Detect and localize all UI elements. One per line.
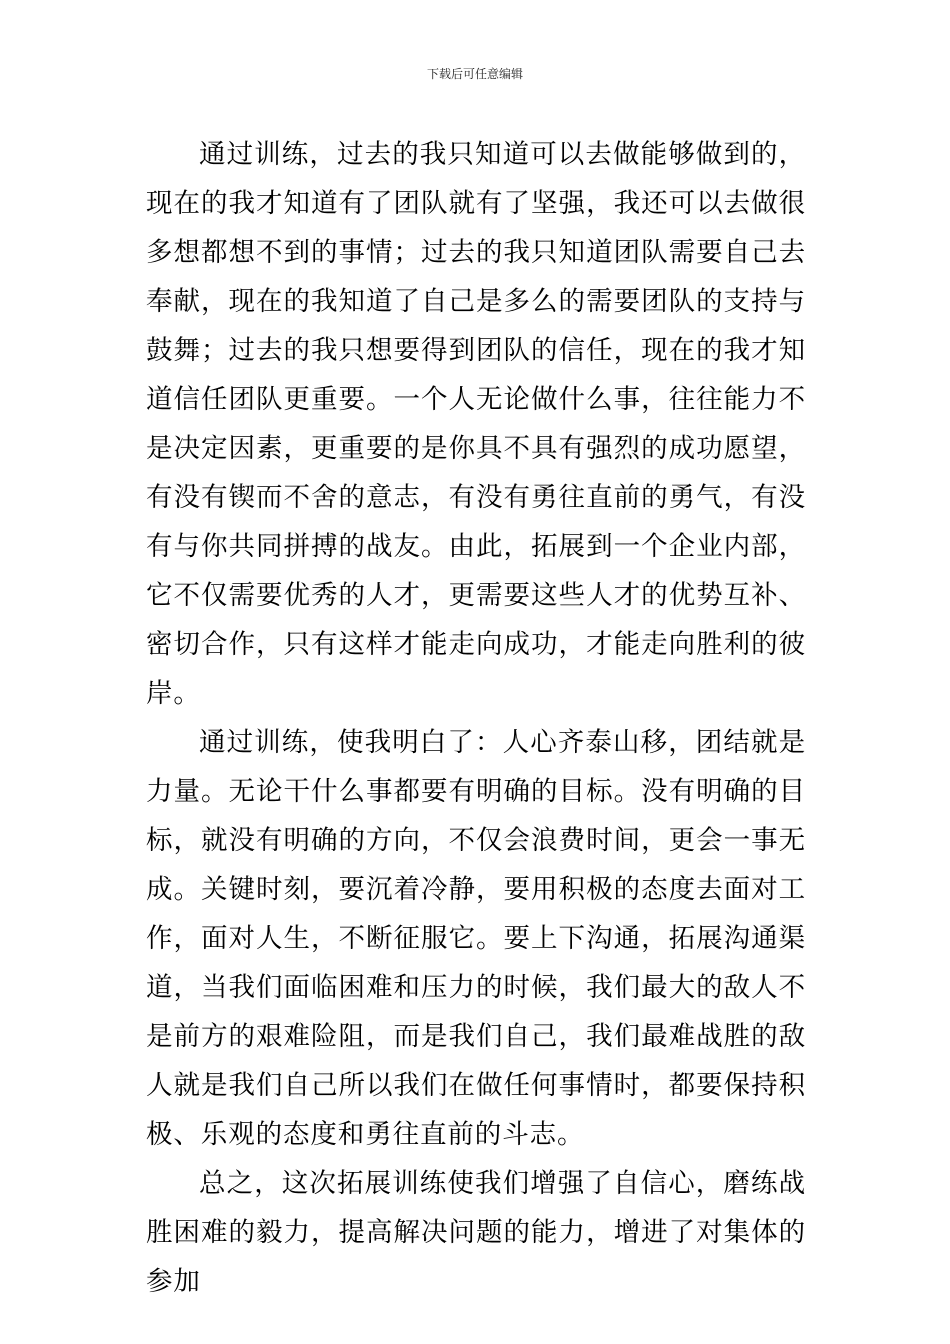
document-body <box>146 130 806 1306</box>
paragraph-3: 总之，这次拓展训练使我们增强了自信心，磨练战胜困难的毅力，提高解决问题的能力，增进了对集体的参加 <box>146 1168 806 1297</box>
page-header-note: 下载后可任意编辑 <box>426 67 523 81</box>
paragraph-2: 通过训练，使我明白了：人心齐泰山移，团结就是力量。无论干什么事都要有明确的目标。没有明确的目标，就没有明确的方向，不仅会浪费时间，更会一事无成。关键时刻，要沉着冷静，要用积极的态度去面对工作，面对人生，不断征服它。要上下沟通，拓展沟通渠道，当我们面临困难和压力的时候，我们最大的敌人不是前方的艰难险阻，而是我们自己，我们最难战胜的敌人就是我们自己所以我们在做任何事情时，都要保持积极、乐观的态度和勇往直前的斗志。 <box>146 727 806 1150</box>
paragraph-1: 通过训练，过去的我只知道可以去做能够做到的，现在的我才知道有了团队就有了坚强，我还可以去做很多想都想不到的事情；过去的我只知道团队需要自己去奉献，现在的我知道了自己是多么的需要团队的支持与鼓舞；过去的我只想要得到团队的信任，现在的我才知道信任团队更重要。一个人无论做什么事，往往能力不是决定因素，更重要的是你具不具有强烈的成功愿望，有没有锲而不舍的意志，有没有勇往直前的勇气，有没有与你共同拼搏的战友。由此，拓展到一个企业内部，它不仅需要优秀的人才，更需要这些人才的优势互补、密切合作，只有这样才能走向成功，才能走向胜利的彼岸。 <box>146 139 806 709</box>
